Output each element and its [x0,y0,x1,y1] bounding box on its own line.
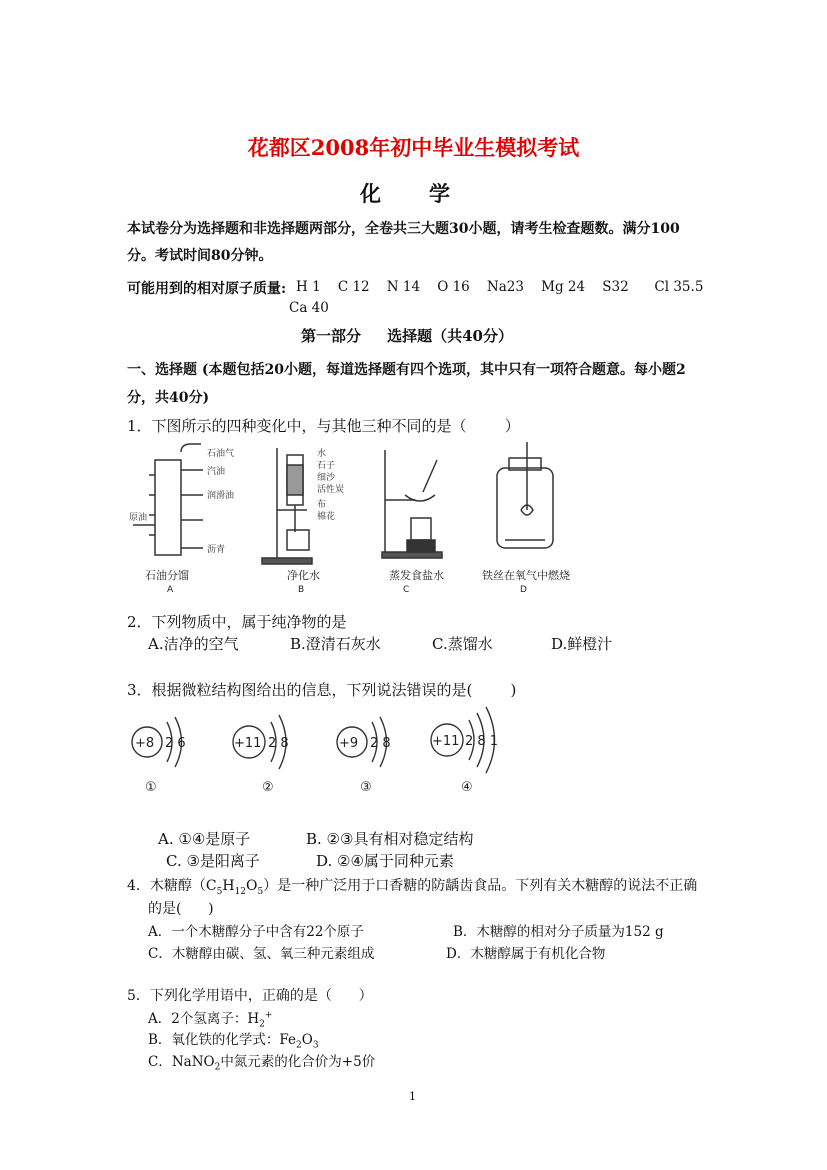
q3-option-a: A. ①④是原子 [158,830,251,848]
q4-stem-2: 的是( ) [148,901,214,917]
subject-title: 化学 [360,181,498,206]
fig-b-label-6: 棉花 [317,512,336,522]
fig-b-label-5: 布 [317,500,327,510]
particle-1-nucleus: +8 [135,736,155,751]
q4-option-c: C．木糖醇由碳、氢、氧三种元素组成 [148,946,375,962]
q5-option-c: C．NaNO$_2$中氮元素的化合价为+5价 [148,1054,376,1073]
part1-heading: 第一部分 选择题（共40分） [301,327,513,345]
q5-stem: 5．下列化学用语中，正确的是（ ） [127,988,373,1004]
fig-b-label-4: 活性炭 [317,485,345,495]
fig-a-label-2: 汽油 [207,467,226,477]
q3-option-c: C. ③是阳离子 [166,852,260,870]
fig-a-letter: A [167,585,174,595]
q4-option-d: D．木糖醇属于有机化合物 [446,946,606,962]
q5-option-b: B．氧化铁的化学式：$Fe_2O_3$ [148,1032,319,1051]
fig-c-caption: 蒸发食盐水 [389,569,444,582]
particle-2-mark: ② [262,780,274,795]
fig-b-letter: B [298,585,305,595]
atomic-mass-values: H 1 C 12 N 14 O 16 Na23 Mg 24 S32 Cl 35.5 [296,279,704,295]
figure-d-iron-burning [497,442,553,548]
exam-title: 花都区2008年初中毕业生模拟考试 [247,135,580,160]
q2-option-a: A.洁净的空气 [148,635,239,653]
particle-4-mark: ④ [461,780,473,795]
q3-particle-diagrams [127,705,507,800]
fig-b-label-2: 石子 [317,461,336,471]
intro-line-2: 分。考试时间80分钟。 [127,248,273,264]
fig-b-label-1: 水 [317,449,327,459]
particle-1-shells: 2 6 [165,736,186,751]
fig-a-label-1: 石油气 [207,449,235,459]
q3-option-b: B. ②③具有相对稳定结构 [306,830,474,848]
particle-4-shells: 2 8 1 [465,734,499,749]
q4-stem: 4．木糖醇$(C_5H_{12}O_5)$是一种广泛用于口香糖的防龋齿食品。下列有关木糖醇的说法不正确 [127,878,698,897]
q2-stem: 2．下列物质中，属于纯净物的是 [127,613,347,631]
figure-c-evaporation [382,450,442,558]
q2-option-b: B.澄清石灰水 [290,635,381,653]
fig-d-caption: 铁丝在氧气中燃烧 [482,569,570,582]
particle-3-nucleus: +9 [339,736,359,751]
q1-stem: 1．下图所示的四种变化中，与其他三种不同的是（ ） [127,417,520,435]
figure-b-water-filter [262,448,312,564]
fig-c-letter: C [403,585,410,595]
q2-option-d: D.鲜橙汁 [551,635,613,653]
page-number: 1 [409,1090,416,1103]
section-instructions-1: 一、选择题 (本题包括20小题，每道选择题有四个选项，其中只有一项符合题意。每小题2 [127,362,686,378]
particle-4-nucleus: +11 [432,734,460,749]
fig-a-caption: 石油分馏 [145,569,189,582]
figure-a-distillation-column [133,444,203,555]
fig-d-letter: D [520,585,527,595]
fig-b-caption: 净化水 [287,569,320,582]
particle-2-shells: 2 8 [268,736,289,751]
q1-figure [127,440,587,600]
q2-option-c: C.蒸馏水 [432,635,493,653]
particle-1-mark: ① [145,780,157,795]
q4-option-a: A．一个木糖醇分子中含有22个原子 [148,924,364,940]
q3-option-d: D. ②④属于同种元素 [316,852,454,870]
particle-3-shells: 2 8 [370,736,391,751]
fig-a-label-4: 原油 [129,513,148,523]
q5-option-a: A．2个氢离子：$H_2^+$ [148,1010,273,1030]
particle-3-mark: ③ [360,780,372,795]
atomic-mass-values-2: Ca 40 [289,300,329,316]
particle-2-nucleus: +11 [234,736,262,751]
q4-option-b: B．木糖醇的相对分子质量为152 g [453,924,664,940]
atomic-mass-label: 可能用到的相对原子质量: [127,281,287,297]
fig-b-label-3: 细沙 [317,473,336,483]
intro-line-1: 本试卷分为选择题和非选择题两部分，全卷共三大题30小题，请考生检查题数。满分100 [127,221,680,237]
q3-stem: 3．根据微粒结构图给出的信息，下列说法错误的是( ) [127,681,517,699]
section-instructions-2: 分，共40分) [127,390,210,406]
fig-a-label-5: 沥青 [207,545,226,555]
fig-a-label-3: 润滑油 [207,491,235,501]
